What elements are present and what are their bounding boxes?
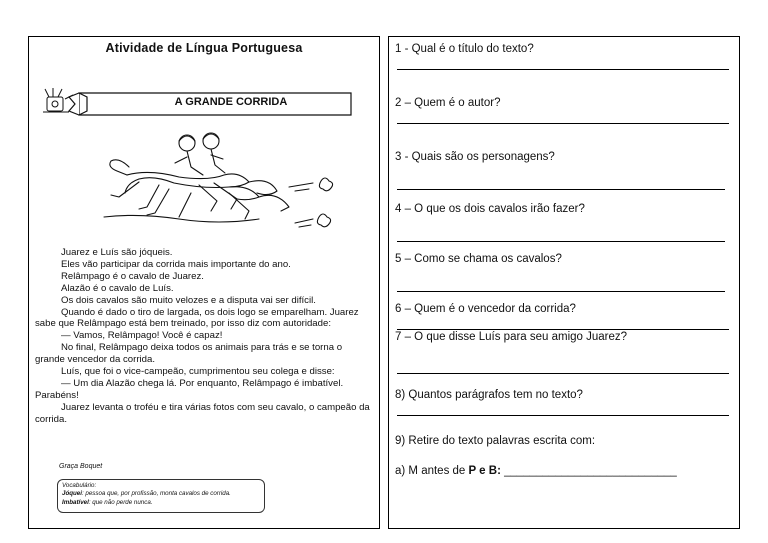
answer-line[interactable] <box>397 241 725 242</box>
question-9a-blank[interactable]: ___________________________ <box>500 465 677 477</box>
speed-line <box>299 225 311 227</box>
story-paragraph: Relâmpago é o cavalo de Juarez. <box>61 270 204 282</box>
vocabulary-term: Jóquei <box>62 490 82 498</box>
reading-text-panel <box>28 36 380 529</box>
question-1: 1 - Qual é o título do texto? <box>395 43 534 55</box>
story-text <box>35 247 373 426</box>
story-paragraph: Juarez levanta o troféu e tira várias fotos com seu cavalo, o campeão da corrida. <box>35 401 370 425</box>
vocabulary-box <box>57 479 265 513</box>
question-9a-prefix: a) M antes de <box>395 465 469 477</box>
story-paragraph: — Um dia Alazão chega lá. Por enquanto, Relâmpago é imbatível. Parabéns! <box>35 377 344 401</box>
author-credit: Graça Boquet <box>59 463 103 470</box>
vocabulary-item <box>62 499 260 507</box>
answer-line[interactable] <box>397 415 729 416</box>
question-6: 6 – Quem é o vencedor da corrida? <box>395 303 576 315</box>
horse-race-illustration <box>99 127 339 237</box>
story-paragraph: Juarez e Luís são jóqueis. <box>61 247 173 258</box>
questions-panel <box>388 36 740 529</box>
question-9: 9) Retire do texto palavras escrita com: <box>395 435 596 447</box>
question-8: 8) Quantos parágrafos tem no texto? <box>395 389 583 401</box>
story-paragraph: Eles vão participar da corrida mais importante do ano. <box>61 258 291 270</box>
question-3: 3 - Quais são os personagens? <box>395 151 555 163</box>
story-paragraph: — Vamos, Relâmpago! Você é capaz! <box>61 330 223 342</box>
story-title: A GRANDE CORRIDA <box>174 96 288 108</box>
vocabulary-definition: : que não perde nunca. <box>88 498 153 506</box>
dust-cloud-icon <box>317 178 332 227</box>
question-7: 7 – O que disse Luís para seu amigo Juarez? <box>395 331 628 343</box>
pencil-holder-icon <box>43 88 73 112</box>
ground-line <box>104 215 259 222</box>
story-paragraph: Os dois cavalos são muito velozes e a disputa vai ser difícil. <box>61 294 316 306</box>
speed-line <box>295 189 309 191</box>
document-title: Atividade de Língua Portuguesa <box>105 41 303 55</box>
jockey-icon <box>203 133 225 173</box>
story-paragraph: Alazão é o cavalo de Luís. <box>61 282 174 294</box>
story-paragraph: Luís, que foi o vice-campeão, cumprimentou seu colega e disse: <box>61 366 335 378</box>
answer-line[interactable] <box>397 69 729 70</box>
answer-line[interactable] <box>397 329 729 330</box>
question-9a[interactable] <box>395 465 677 477</box>
question-5: 5 – Como se chama os cavalos? <box>395 253 562 265</box>
jockey-icon <box>175 135 203 175</box>
answer-line[interactable] <box>397 123 729 124</box>
speed-line <box>289 183 313 187</box>
question-9a-letters: P e B: <box>468 465 501 477</box>
question-4: 4 – O que os dois cavalos irão fazer? <box>395 203 585 215</box>
question-2: 2 – Quem é o autor? <box>395 97 501 109</box>
vocabulary-term: Imbatível <box>62 498 89 506</box>
story-paragraph: No final, Relâmpago deixa todos os animais para trás e se torna o grande vencedor da corrida. <box>35 342 343 366</box>
vocabulary-heading: Vocabulário: <box>62 482 97 489</box>
horse-icon <box>125 178 289 219</box>
vocabulary-item <box>62 490 260 498</box>
answer-line[interactable] <box>397 291 725 292</box>
speed-line <box>295 219 313 223</box>
answer-line[interactable] <box>397 373 729 374</box>
story-paragraph: Quando é dado o tiro de largada, os dois logo se emparelham. Juarez sabe que Relâmpago está bem treinado, por isso diz com autoridade: <box>35 306 359 330</box>
answer-line[interactable] <box>397 189 725 190</box>
vocabulary-definition: : pessoa que, por profissão, monta cavalos de corrida. <box>81 490 231 498</box>
horse-icon <box>110 160 277 211</box>
